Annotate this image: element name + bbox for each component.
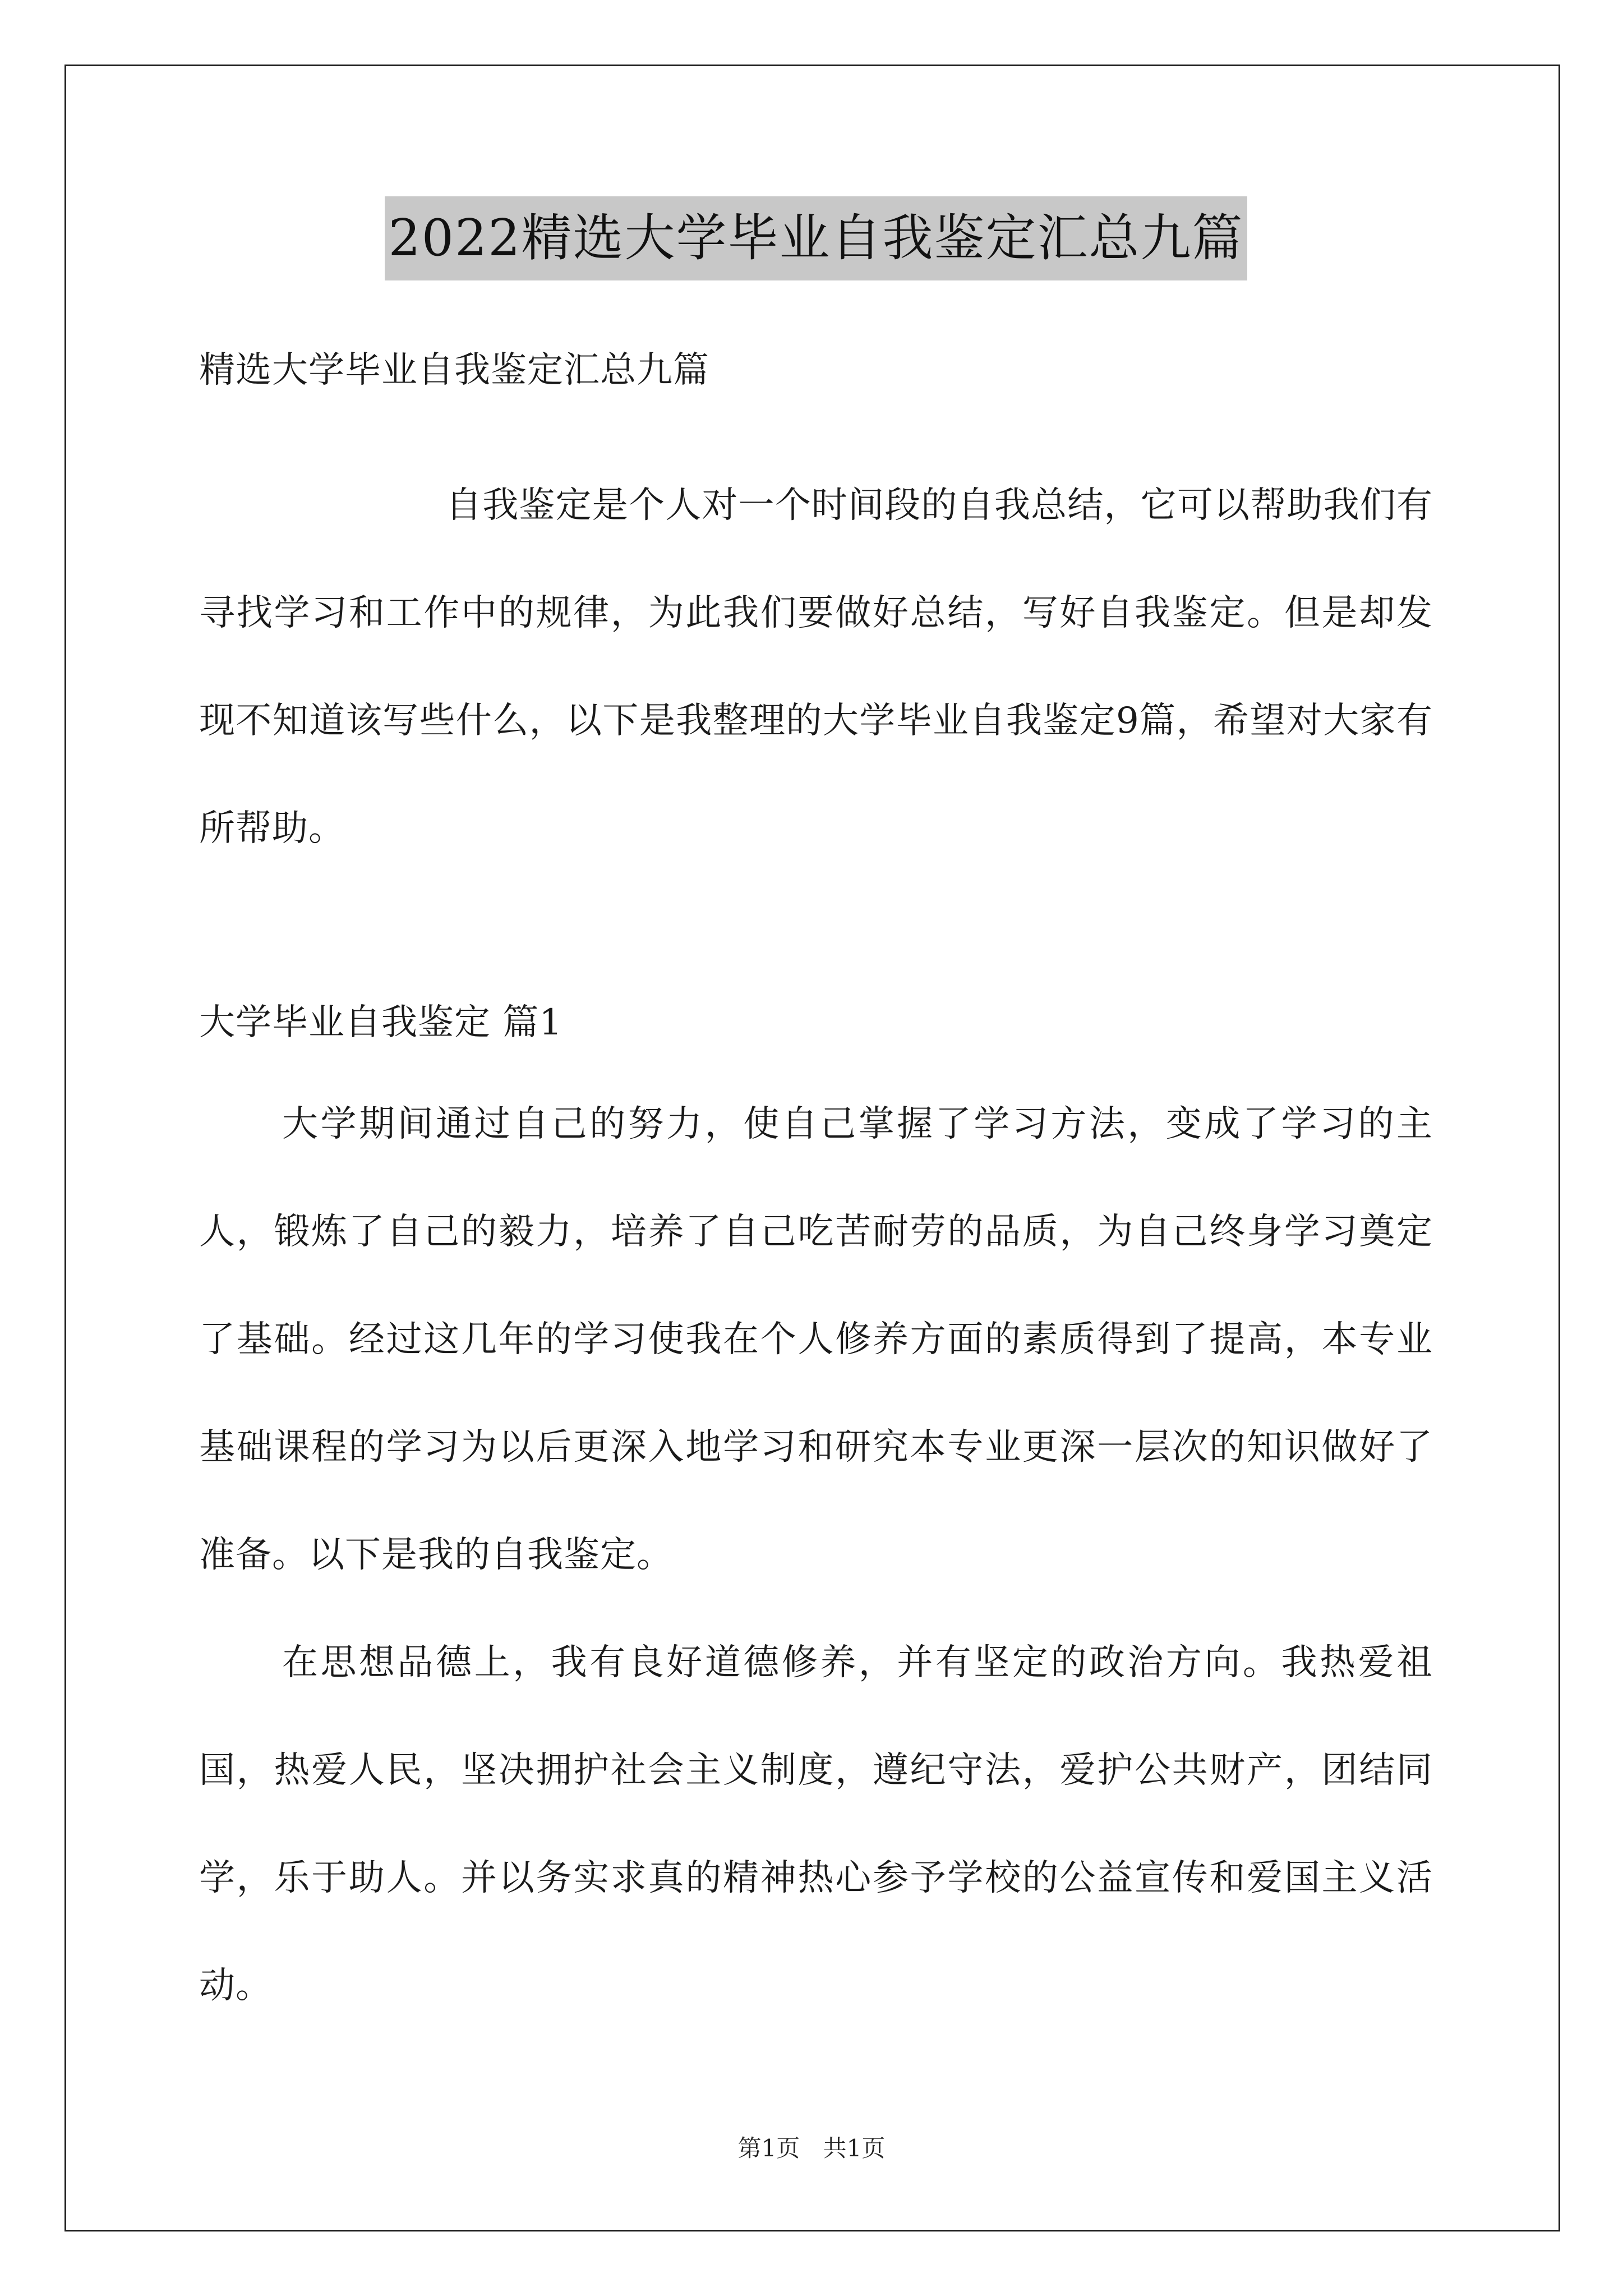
body-paragraph-1: 大学期间通过自己的努力，使自己掌握了学习方法，变成了学习的主人，锻炼了自己的毅力，培养了自己吃苦耐劳的品质，为自己终身学习奠定了基础。经过这几年的学习使我在个人修养方面的素质得到了提高，本专业基础课程的学习为以后更深入地学习和研究本专业更深一层次的知识做好了准备。以下是我的自我鉴定。 <box>199 1103 1433 1576</box>
document-subtitle: 精选大学毕业自我鉴定汇总九篇 <box>199 349 709 391</box>
body-paragraph-2: 在思想品德上，我有良好道德修养，并有坚定的政治方向。我热爱祖国，热爱人民，坚决拥护社会主义制度，遵纪守法，爱护公共财产，团结同学，乐于助人。并以务实求真的精神热心参予学校的公益宣传和爱国主义活动。 <box>199 1642 1433 2007</box>
section-heading: 大学毕业自我鉴定 篇1 <box>199 1002 563 1043</box>
page-total: 共1页 <box>823 2134 886 2162</box>
intro-paragraph: 自我鉴定是个人对一个时间段的自我总结，它可以帮助我们有寻找学习和工作中的规律，为此我们要做好总结，写好自我鉴定。但是却发现不知道该写些什么，以下是我整理的大学毕业自我鉴定9篇，希望对大家有所帮助。 <box>199 485 1433 849</box>
document-body <box>199 196 1433 2040</box>
document-title: 2022精选大学毕业自我鉴定汇总九篇 <box>385 196 1247 280</box>
title-wrap <box>199 196 1433 280</box>
page-number: 第1页 <box>737 2134 800 2162</box>
page-footer <box>0 2132 1623 2165</box>
